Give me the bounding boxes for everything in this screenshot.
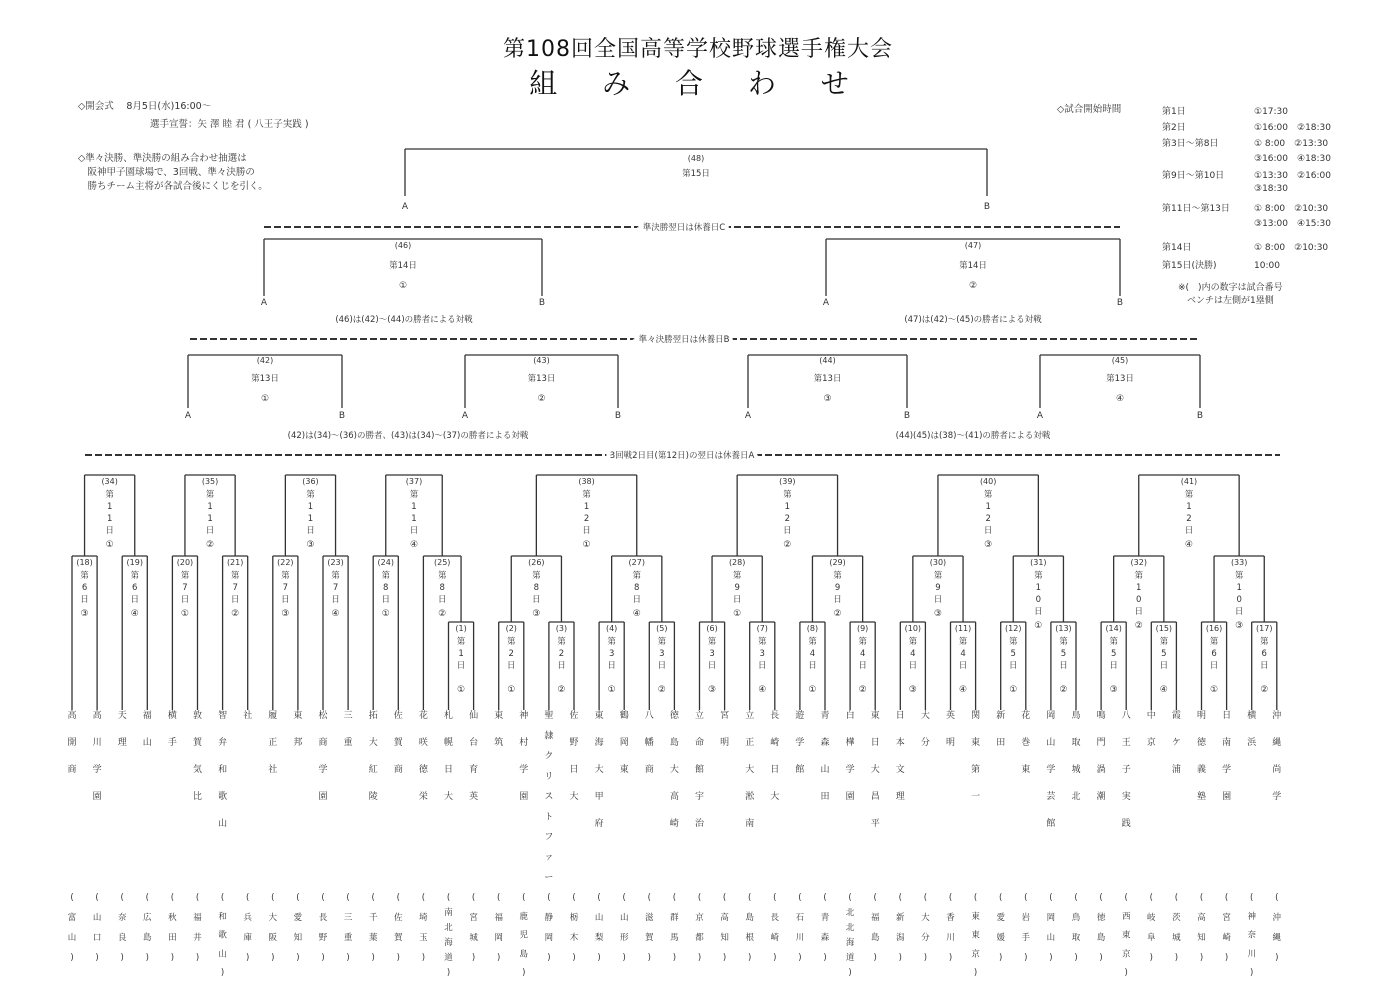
- round3-game-day: 第 1 1 日: [409, 490, 419, 536]
- round1-game-number: (2): [505, 624, 517, 633]
- round2-game-number: (21): [226, 558, 244, 567]
- schedule-day: 第11日～第13日: [1162, 204, 1230, 214]
- team-prefecture: (富山): [67, 893, 77, 963]
- round3-game-number: (39): [779, 477, 796, 486]
- team-prefecture: (島根): [745, 893, 754, 963]
- round2-game-day: 第 9 日: [732, 571, 742, 605]
- round1-game-day: 第 5 日: [1008, 637, 1018, 671]
- round3-game-slot: ②: [783, 540, 792, 550]
- round2-game-slot: ③: [1235, 621, 1244, 631]
- final-b-label: B: [983, 202, 991, 212]
- team-name: 大分: [920, 711, 930, 748]
- team-prefecture: (茨城): [1172, 893, 1181, 963]
- team-prefecture: (兵庫): [243, 893, 252, 963]
- round1-game-slot: ①: [607, 685, 616, 695]
- round1-game-slot: ①: [507, 685, 516, 695]
- round1-game-number: (16): [1205, 624, 1223, 633]
- team-prefecture: (京都): [695, 893, 704, 963]
- team-name: 拓大紅陵: [368, 711, 378, 802]
- round1-game-day: 第 3 日: [657, 637, 667, 671]
- round2-game-slot: ②: [231, 609, 240, 619]
- team-prefecture: (石川): [795, 893, 805, 963]
- round2-game-day: 第 1 0 日: [1034, 571, 1043, 617]
- team-prefecture: (栃木): [569, 893, 579, 963]
- rest-day-a-label: 3回戦2日目(第12日)の翌日は休養日A: [609, 451, 755, 461]
- team-name: 智弁和歌山: [218, 711, 228, 829]
- round2-game-slot: ④: [130, 609, 139, 619]
- round2-game-slot: ④: [632, 609, 641, 619]
- team-name: 宮明: [720, 711, 730, 748]
- draw-note: ◇準々決勝、準決勝の組み合わせ抽選は 阪神甲子園球場で、3回戦、準々決勝の 勝ちチーム主将が各試合後にくじを引く。: [78, 153, 268, 192]
- team-prefecture: (福井): [193, 893, 202, 963]
- round2-game-day: 第 7 日: [281, 571, 290, 605]
- semifinal-b-label: B: [1116, 298, 1124, 308]
- semifinal-slot: ①: [398, 281, 408, 291]
- round2-game-day: 第 1 0 日: [1134, 571, 1144, 617]
- team-prefecture: (山口): [92, 893, 102, 963]
- team-name: 横浜: [1247, 711, 1257, 748]
- round3-game-number: (40): [979, 477, 997, 486]
- semifinal-a-label: A: [260, 298, 268, 308]
- round2-game-slot: ④: [331, 609, 340, 619]
- team-name: 八王子実践: [1121, 711, 1131, 829]
- round2-game-number: (23): [327, 558, 344, 567]
- round3-game-day: 第 1 2 日: [1184, 490, 1194, 536]
- team-prefecture: (長崎): [770, 893, 780, 963]
- round2-game-slot: ②: [833, 609, 842, 619]
- quarterfinal-a-label: A: [461, 411, 469, 421]
- rest-day-c-label: 準決勝翌日は休養日C: [642, 223, 726, 233]
- team-prefecture: (大阪): [268, 893, 278, 963]
- round1-game-number: (7): [756, 624, 768, 633]
- team-name: 天理: [117, 711, 127, 748]
- team-prefecture: (北北海道): [845, 893, 855, 978]
- round1-game-day: 第 5 日: [1109, 637, 1118, 671]
- round1-game-day: 第 5 日: [1159, 637, 1169, 671]
- team-prefecture: (新潟): [896, 893, 905, 963]
- semifinal-day: 第14日: [389, 261, 417, 271]
- team-prefecture: (佐賀): [394, 893, 403, 963]
- round1-game-slot: ③: [908, 685, 917, 695]
- round3-game-slot: ①: [105, 540, 114, 550]
- round3-game-day: 第 1 1 日: [306, 490, 315, 536]
- round3-game-slot: ①: [582, 540, 591, 550]
- round2-game-slot: ③: [933, 609, 942, 619]
- quarterfinal-slot: ④: [1115, 394, 1125, 404]
- team-prefecture: (神奈川): [1247, 893, 1256, 978]
- team-prefecture: (埼玉): [419, 893, 428, 963]
- round1-game-slot: ①: [457, 685, 466, 695]
- team-prefecture: (千葉): [368, 893, 378, 963]
- quarterfinal-a-label: A: [744, 411, 752, 421]
- schedule-day: 第1日: [1162, 107, 1186, 117]
- quarterfinal-b-label: B: [903, 411, 911, 421]
- schedule-times: ① 8:00 ②10:30: [1254, 204, 1329, 214]
- schedule-times: 10:00: [1254, 261, 1280, 271]
- round1-game-number: (5): [656, 624, 668, 633]
- round3-game-number: (35): [201, 477, 219, 486]
- round2-game-day: 第 6 日: [80, 571, 89, 605]
- team-prefecture: (長野): [318, 893, 328, 963]
- schedule-times: ①17:30: [1254, 107, 1289, 117]
- round1-game-day: 第 1 日: [456, 637, 466, 671]
- team-name: 東海大甲府: [594, 711, 604, 829]
- quarterfinal-number: (43): [533, 356, 550, 365]
- schedule-day: 第3日～第8日: [1162, 139, 1219, 149]
- round1-game-number: (8): [806, 624, 819, 633]
- semifinal-rule-left: (46)は(42)～(44)の勝者による対戦: [335, 315, 473, 325]
- quarterfinal-number: (42): [256, 356, 274, 365]
- round1-game-day: 第 3 日: [607, 637, 616, 671]
- team-prefecture: (西東京): [1121, 893, 1131, 978]
- team-prefecture: (広島): [143, 893, 152, 963]
- schedule-times: ① 8:00 ②10:30: [1254, 243, 1329, 253]
- team-name: 敦賀気比: [192, 711, 203, 802]
- round1-game-slot: ②: [1059, 685, 1068, 695]
- quarterfinal-number: (45): [1111, 356, 1129, 365]
- team-name: 立命館宇治: [694, 711, 705, 829]
- team-name: 英明: [945, 711, 956, 748]
- round1-game-number: (9): [856, 624, 869, 633]
- team-name: 鶴岡東: [619, 711, 629, 775]
- team-name: 明徳義塾: [1196, 711, 1207, 802]
- round1-game-slot: ④: [959, 685, 968, 695]
- team-name: 八幡商: [644, 711, 654, 775]
- team-prefecture: (三重): [343, 893, 353, 963]
- quarterfinal-b-label: B: [614, 411, 622, 421]
- semifinal-number: (47): [964, 241, 982, 250]
- round1-game-number: (4): [605, 624, 618, 633]
- round2-game-day: 第 8 日: [632, 571, 642, 605]
- round2-game-number: (31): [1030, 558, 1047, 567]
- round1-game-slot: ②: [557, 685, 566, 695]
- team-name: 三重: [343, 711, 353, 748]
- round1-game-slot: ④: [758, 685, 767, 695]
- round1-game-slot: ②: [858, 685, 867, 695]
- team-name: 神村学園: [519, 711, 529, 802]
- quarterfinal-slot: ①: [260, 394, 270, 404]
- team-prefecture: (岐阜): [1147, 893, 1156, 963]
- team-prefecture: (福岡): [494, 893, 503, 963]
- team-prefecture: (愛媛): [996, 893, 1005, 963]
- round1-game-number: (6): [706, 624, 718, 633]
- round1-game-number: (13): [1055, 624, 1072, 633]
- schedule-day: 第15日(決勝): [1162, 261, 1217, 271]
- round2-game-day: 第 9 日: [933, 571, 943, 605]
- schedule-day: 第14日: [1162, 243, 1192, 253]
- round1-game-number: (15): [1155, 624, 1173, 633]
- team-name: 中京: [1146, 711, 1156, 748]
- round2-game-number: (24): [377, 558, 394, 567]
- round2-game-day: 第 7 日: [331, 571, 340, 605]
- round2-game-day: 第 9 日: [833, 571, 842, 605]
- semifinal-slot: ②: [968, 281, 978, 291]
- round1-game-slot: ②: [1260, 685, 1269, 695]
- round1-game-slot: ②: [657, 685, 666, 695]
- round1-game-day: 第 2 日: [557, 637, 566, 671]
- semifinal-rule-right: (47)は(42)～(45)の勝者による対戦: [904, 315, 1042, 325]
- round1-game-number: (1): [455, 624, 467, 633]
- round1-game-number: (12): [1005, 624, 1022, 633]
- round1-game-slot: ③: [708, 685, 717, 695]
- team-prefecture: (愛知): [293, 893, 303, 963]
- round2-game-number: (25): [434, 558, 451, 567]
- round2-game-number: (30): [929, 558, 947, 567]
- team-prefecture: (奈良): [117, 893, 127, 963]
- round2-game-slot: ②: [1134, 621, 1143, 631]
- team-prefecture: (岡山): [1046, 893, 1056, 963]
- team-name: 佐賀商: [393, 711, 403, 775]
- round2-game-slot: ③: [80, 609, 89, 619]
- round1-game-number: (3): [555, 624, 568, 633]
- player-oath-note: 選手宣誓：矢 澤 睦 君 ( 八王子実践 ): [150, 119, 309, 130]
- round3-game-day: 第 1 1 日: [105, 490, 114, 536]
- round1-game-day: 第 5 日: [1059, 637, 1068, 671]
- team-name: 沖縄尚学: [1272, 711, 1282, 802]
- team-prefecture: (秋田): [168, 893, 177, 963]
- team-name: 佐野日大: [569, 711, 579, 802]
- round1-game-day: 第 4 日: [808, 637, 817, 671]
- team-name: 横手: [167, 711, 177, 748]
- round1-game-number: (10): [904, 624, 922, 633]
- schedule-times: ③18:30: [1254, 184, 1289, 194]
- round2-game-day: 第 6 日: [130, 571, 140, 605]
- team-name: 東筑: [494, 711, 504, 748]
- schedule-times: ③13:00 ④15:30: [1254, 219, 1332, 229]
- team-name: 日本文理: [895, 711, 905, 802]
- team-prefecture: (高知): [1197, 893, 1206, 963]
- team-name: 仙台育英: [469, 711, 479, 802]
- semifinal-a-label: A: [822, 298, 830, 308]
- team-prefecture: (宮崎): [1222, 893, 1231, 963]
- semifinal-day: 第14日: [959, 261, 987, 271]
- team-prefecture: (南北海道): [444, 893, 453, 978]
- team-name: 高川学園: [92, 711, 102, 802]
- team-prefecture: (青森): [820, 893, 830, 963]
- round3-game-day: 第 1 2 日: [783, 490, 792, 536]
- team-prefecture: (福島): [870, 893, 880, 963]
- team-prefecture: (群馬): [670, 893, 679, 963]
- schedule-times: ①16:00 ②18:30: [1254, 123, 1332, 133]
- round2-game-slot: ①: [1034, 621, 1043, 631]
- quarterfinal-b-label: B: [338, 411, 346, 421]
- quarterfinal-a-label: A: [1036, 411, 1044, 421]
- team-name: 日南学園: [1222, 711, 1232, 802]
- round1-game-number: (17): [1256, 624, 1273, 633]
- round1-game-day: 第 3 日: [707, 637, 717, 671]
- round2-game-number: (29): [829, 558, 846, 567]
- round2-game-slot: ①: [381, 609, 390, 619]
- round1-game-day: 第 2 日: [506, 637, 516, 671]
- schedule-times: ③16:00 ④18:30: [1254, 154, 1332, 164]
- team-name: 新田: [996, 711, 1006, 748]
- team-name: 青森山田: [820, 711, 830, 802]
- rest-day-b-label: 準々決勝翌日は休養日B: [638, 335, 730, 345]
- team-prefecture: (徳島): [1096, 893, 1106, 963]
- team-name: 福山: [142, 711, 152, 748]
- team-prefecture: (岩手): [1021, 893, 1031, 963]
- team-name: 霞ケ浦: [1171, 711, 1181, 775]
- team-name: 東日大昌平: [870, 711, 880, 829]
- round2-game-number: (32): [1130, 558, 1147, 567]
- round2-game-day: 第 8 日: [532, 571, 541, 605]
- team-name: 鳥取城北: [1071, 711, 1081, 802]
- round2-game-day: 第 1 0 日: [1234, 571, 1244, 617]
- semifinal-b-label: B: [538, 298, 546, 308]
- round2-game-slot: ①: [180, 609, 189, 619]
- quarterfinal-day: 第13日: [251, 374, 279, 384]
- team-name: 履正社: [268, 711, 278, 775]
- quarterfinal-slot: ②: [537, 394, 546, 404]
- round1-game-slot: ①: [808, 685, 817, 695]
- team-prefecture: (滋賀): [645, 893, 654, 963]
- final-day: 第15日: [682, 169, 710, 179]
- round1-game-slot: ①: [1210, 685, 1219, 695]
- team-prefecture: (沖縄): [1272, 893, 1282, 963]
- team-name: 松商学園: [318, 711, 328, 802]
- footnote: ※( )内の数字は試合番号 ベンチは左側が1塁側: [1178, 283, 1283, 306]
- round3-game-slot: ④: [1184, 540, 1193, 550]
- team-name: 鳴門渦潮: [1096, 711, 1106, 802]
- round3-game-slot: ③: [984, 540, 993, 550]
- round2-game-slot: ②: [438, 609, 447, 619]
- round1-game-day: 第 4 日: [858, 637, 867, 671]
- quarterfinal-b-label: B: [1196, 411, 1204, 421]
- team-prefecture: (宮城): [469, 893, 478, 963]
- round2-game-number: (28): [728, 558, 746, 567]
- round1-game-slot: ①: [1009, 685, 1018, 695]
- team-name: 長崎日大: [770, 711, 780, 802]
- team-name: 札幌日大: [443, 711, 454, 802]
- round2-game-number: (27): [628, 558, 645, 567]
- page-subtitle: 組 み 合 わ せ: [529, 67, 867, 100]
- round2-game-number: (22): [277, 558, 294, 567]
- round3-game-number: (41): [1180, 477, 1198, 486]
- round2-game-number: (26): [528, 558, 545, 567]
- team-name: 遊学館: [795, 711, 805, 775]
- round1-game-day: 第 3 日: [757, 637, 767, 671]
- team-name: 東邦: [293, 711, 303, 748]
- quarterfinal-rule-right: (44)(45)は(38)～(41)の勝者による対戦: [895, 431, 1051, 441]
- opening-ceremony-note: ◇開会式 8月5日(水)16:00～: [78, 101, 212, 112]
- round1-game-day: 第 6 日: [1259, 637, 1269, 671]
- round1-game-slot: ③: [1109, 685, 1118, 695]
- team-name: 高開商: [67, 711, 77, 775]
- round1-game-number: (11): [954, 624, 972, 633]
- team-prefecture: (山梨): [594, 893, 604, 963]
- round2-game-day: 第 8 日: [437, 571, 447, 605]
- round2-game-number: (20): [176, 558, 194, 567]
- round3-game-day: 第 1 1 日: [205, 490, 215, 536]
- team-prefecture: (高知): [720, 893, 729, 963]
- round3-game-day: 第 1 2 日: [983, 490, 993, 536]
- team-prefecture: (静岡): [544, 893, 554, 963]
- quarterfinal-day: 第13日: [813, 374, 842, 384]
- quarterfinal-slot: ③: [823, 394, 832, 404]
- tournament-title: 第108回全国高等学校野球選手権大会: [503, 37, 893, 62]
- round2-game-number: (19): [126, 558, 143, 567]
- round1-game-number: (14): [1105, 624, 1122, 633]
- team-prefecture: (山形): [619, 893, 629, 963]
- round3-game-slot: ③: [306, 540, 315, 550]
- team-name: 関東第一: [971, 711, 981, 802]
- team-prefecture: (鹿児島): [519, 893, 529, 978]
- quarterfinal-day: 第13日: [1106, 374, 1134, 384]
- team-prefecture: (香川): [946, 893, 955, 963]
- final-a-label: A: [401, 202, 409, 212]
- quarterfinal-rule-left: (42)は(34)～(36)の勝者、(43)は(34)～(37)の勝者による対戦: [287, 431, 529, 441]
- schedule-times: ①13:30 ②16:00: [1254, 171, 1332, 181]
- team-name: 花咲徳栄: [418, 711, 428, 802]
- schedule-title: ◇試合開始時間: [1057, 104, 1122, 115]
- schedule-day: 第2日: [1162, 123, 1186, 133]
- team-prefecture: (和歌山): [218, 893, 227, 978]
- round1-game-day: 第 4 日: [958, 637, 968, 671]
- semifinal-number: (46): [394, 241, 412, 250]
- round2-game-day: 第 8 日: [381, 571, 391, 605]
- round2-game-number: (33): [1230, 558, 1248, 567]
- quarterfinal-number: (44): [819, 356, 836, 365]
- team-name: 白樺学園: [845, 711, 855, 802]
- round2-game-day: 第 7 日: [230, 571, 240, 605]
- final-number: (48): [687, 154, 705, 163]
- quarterfinal-day: 第13日: [527, 374, 556, 384]
- round3-game-number: (37): [405, 477, 423, 486]
- quarterfinal-a-label: A: [184, 411, 192, 421]
- round2-game-day: 第 7 日: [180, 571, 190, 605]
- round3-game-day: 第 1 2 日: [582, 490, 591, 536]
- team-name: 岡山学芸館: [1046, 711, 1056, 829]
- round2-game-slot: ③: [281, 609, 290, 619]
- team-name: 立正大淞南: [745, 711, 755, 829]
- schedule-times: ① 8:00 ②13:30: [1254, 139, 1329, 149]
- round2-game-number: (18): [76, 558, 93, 567]
- round3-game-number: (34): [101, 477, 118, 486]
- team-prefecture: (東東京): [971, 893, 980, 978]
- team-prefecture: (鳥取): [1071, 893, 1081, 963]
- round1-game-slot: ④: [1159, 685, 1168, 695]
- schedule-day: 第9日～第10日: [1162, 171, 1225, 181]
- round2-game-slot: ③: [532, 609, 541, 619]
- team-prefecture: (大分): [921, 893, 930, 963]
- team-name: 聖隷クリストファー: [544, 711, 554, 883]
- team-name: 徳島大高崎: [669, 711, 679, 829]
- round3-game-number: (36): [302, 477, 319, 486]
- round3-game-slot: ④: [409, 540, 419, 550]
- team-name: 花巻東: [1021, 711, 1031, 775]
- round2-game-slot: ①: [733, 609, 742, 619]
- team-name: 社: [243, 711, 253, 721]
- round1-game-day: 第 6 日: [1209, 637, 1219, 671]
- round3-game-slot: ②: [206, 540, 215, 550]
- round3-game-number: (38): [578, 477, 595, 486]
- round1-game-day: 第 4 日: [908, 637, 918, 671]
